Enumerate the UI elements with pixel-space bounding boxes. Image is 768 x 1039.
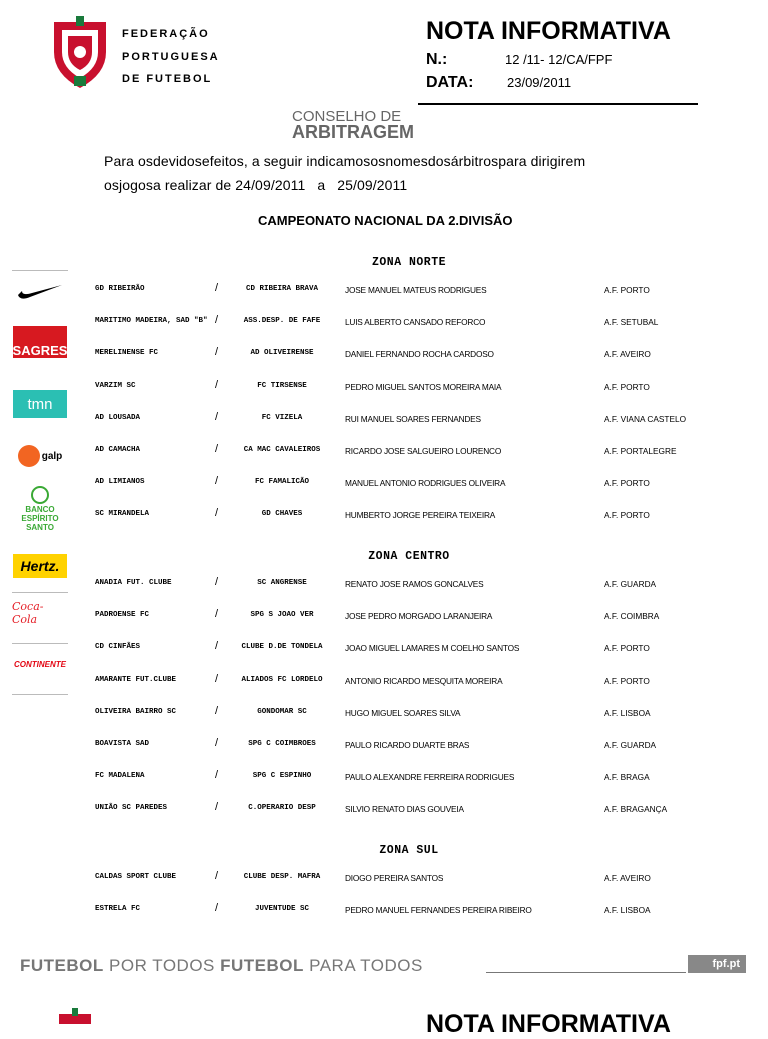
council-line1: CONSELHO DE <box>292 108 402 125</box>
match-separator: / <box>215 314 219 326</box>
match-row <box>0 675 768 697</box>
council-line2: ARBITRAGEM <box>292 122 414 142</box>
referee-name: RENATO JOSE RAMOS GONCALVES <box>345 579 484 589</box>
away-team: CLUBE DESP. MAFRA <box>243 873 321 881</box>
zone-heading: ZONA CENTRO <box>368 550 450 563</box>
federation-name-line2: PORTUGUESA <box>122 51 220 63</box>
zone-heading: ZONA NORTE <box>371 256 446 269</box>
away-team: ALIADOS FC LORDELO <box>241 676 323 684</box>
referee-association: A.F. PORTO <box>604 285 650 295</box>
match-row <box>0 413 768 435</box>
referee-name: HUMBERTO JORGE PEREIRA TEIXEIRA <box>345 510 496 520</box>
referee-association: A.F. LISBOA <box>604 905 651 915</box>
fpf-crest-icon <box>48 12 112 92</box>
referee-name: DANIEL FERNANDO ROCHA CARDOSO <box>345 349 494 359</box>
number-value: 12 /11- 12/CA/FPF <box>505 52 613 67</box>
referee-name: JOSE MANUEL MATEUS RODRIGUES <box>345 285 487 295</box>
away-team: GONDOMAR SC <box>257 708 307 716</box>
referee-name: SILVIO RENATO DIAS GOUVEIA <box>345 804 464 814</box>
next-page-crest <box>55 1008 95 1024</box>
match-row <box>0 739 768 761</box>
home-team: UNIÃO SC PAREDES <box>95 804 168 812</box>
referee-association: A.F. LISBOA <box>604 708 651 718</box>
footer-part4: PARA TODOS <box>303 956 423 975</box>
home-team: AD LIMIANOS <box>95 478 145 486</box>
match-separator: / <box>215 507 219 519</box>
match-row <box>0 872 768 894</box>
match-row <box>0 445 768 467</box>
away-team: CA MAC CAVALEIROS <box>243 446 321 454</box>
match-separator: / <box>215 801 219 813</box>
fpf-crest-icon <box>55 1008 95 1024</box>
referee-association: A.F. PORTO <box>604 676 650 686</box>
referee-association: A.F. SETUBAL <box>604 317 659 327</box>
tmn-logo: tmn <box>13 390 67 418</box>
referee-association: A.F. GUARDA <box>604 740 657 750</box>
referee-name: MANUEL ANTONIO RODRIGUES OLIVEIRA <box>345 478 506 488</box>
referee-name: PEDRO MANUEL FERNANDES PEREIRA RIBEIRO <box>345 905 532 915</box>
referee-association: A.F. GUARDA <box>604 579 657 589</box>
away-team: FC FAMALICÃO <box>254 478 309 486</box>
bes-line3: SANTO <box>26 523 54 532</box>
home-team: ESTRELA FC <box>95 905 141 913</box>
match-row <box>0 381 768 403</box>
away-team: SPG S JOAO VER <box>250 611 314 619</box>
referee-name: HUGO MIGUEL SOARES SILVA <box>345 708 461 718</box>
away-team: C.OPERARIO DESP <box>248 804 316 812</box>
home-team: GD RIBEIRÃO <box>95 285 145 293</box>
referee-association: A.F. PORTALEGRE <box>604 446 677 456</box>
home-team: AD CAMACHA <box>95 446 141 454</box>
referee-name: DIOGO PEREIRA SANTOS <box>345 873 444 883</box>
away-team: AD OLIVEIRENSE <box>250 349 314 357</box>
match-separator: / <box>215 475 219 487</box>
sagres-logo: SAGRES <box>13 326 67 358</box>
bes-line1: BANCO <box>25 505 55 514</box>
footer-part2: POR TODOS <box>103 956 221 975</box>
home-team: AMARANTE FUT.CLUBE <box>95 676 177 684</box>
home-team: MERELINENSE FC <box>95 349 159 357</box>
number-label: N.: <box>426 51 448 68</box>
referee-name: RUI MANUEL SOARES FERNANDES <box>345 414 481 424</box>
match-separator: / <box>215 443 219 455</box>
home-team: FC MADALENA <box>95 772 145 780</box>
footer-rule <box>486 972 686 973</box>
referee-association: A.F. VIANA CASTELO <box>604 414 687 424</box>
match-row <box>0 509 768 531</box>
match-separator: / <box>215 282 219 294</box>
match-row <box>0 904 768 926</box>
home-team: VARZIM SC <box>95 382 136 390</box>
away-team: JUVENTUDE SC <box>254 905 309 913</box>
match-separator: / <box>215 870 219 882</box>
federation-name-line1: FEDERAÇÃO <box>122 28 210 40</box>
away-team: SPG C ESPINHO <box>252 772 312 780</box>
match-separator: / <box>215 608 219 620</box>
match-row <box>0 284 768 306</box>
bes-line2: ESPÍRITO <box>21 514 59 523</box>
away-team: SPG C COIMBROES <box>248 740 316 748</box>
referee-association: A.F. BRAGA <box>604 772 650 782</box>
continente-logo: CONTINENTE <box>14 659 66 669</box>
match-separator: / <box>215 346 219 358</box>
referee-name: JOSE PEDRO MORGADO LARANJEIRA <box>345 611 493 621</box>
home-team: MARITIMO MADEIRA, SAD "B" <box>95 317 208 325</box>
home-team: PADROENSE FC <box>95 611 150 619</box>
coca-cola-logo: Coca-Cola <box>12 600 44 626</box>
footer-slogan <box>20 956 423 976</box>
away-team: GD CHAVES <box>261 510 303 518</box>
match-row <box>0 771 768 793</box>
match-row <box>0 348 768 370</box>
referee-name: PAULO ALEXANDRE FERREIRA RODRIGUES <box>345 772 515 782</box>
date-to: 25/09/2011 <box>337 177 408 193</box>
match-separator: / <box>215 379 219 391</box>
home-team: BOAVISTA SAD <box>95 740 150 748</box>
referee-association: A.F. PORTO <box>604 510 650 520</box>
fpf-logo <box>48 12 112 92</box>
referee-association: A.F. COIMBRA <box>604 611 660 621</box>
referee-association: A.F. PORTO <box>604 643 650 653</box>
referee-name: LUIS ALBERTO CANSADO REFORCO <box>345 317 486 327</box>
intro-text: osjogosa realizar de <box>104 177 232 193</box>
home-team: ANADIA FUT. CLUBE <box>95 579 172 587</box>
match-separator: / <box>215 737 219 749</box>
intro-connector: a <box>317 177 326 193</box>
match-row <box>0 477 768 499</box>
referee-name: RICARDO JOSE SALGUEIRO LOURENCO <box>345 446 502 456</box>
match-separator: / <box>215 640 219 652</box>
date-from: 24/09/2011 <box>235 177 306 193</box>
date-label: DATA: <box>426 74 474 91</box>
date-value: 23/09/2011 <box>507 75 572 90</box>
match-separator: / <box>215 673 219 685</box>
referee-association: A.F. AVEIRO <box>604 873 651 883</box>
home-team: CD CINFÃES <box>95 643 141 651</box>
match-row <box>0 803 768 825</box>
match-separator: / <box>215 902 219 914</box>
referee-association: A.F. PORTO <box>604 382 650 392</box>
intro-line1: Para osdevidosefeitos, a seguir indicamososnomesdosárbitrospara dirigirem <box>104 153 586 169</box>
footer-badge: fpf.pt <box>688 955 746 973</box>
referee-association: A.F. BRAGANÇA <box>604 804 668 814</box>
away-team: ASS.DESP. DE FAFE <box>243 317 321 325</box>
match-row <box>0 610 768 632</box>
match-row <box>0 707 768 729</box>
zone-heading: ZONA SUL <box>379 844 439 857</box>
championship-title: CAMPEONATO NACIONAL DA 2.DIVISÃO <box>258 213 513 228</box>
footer-part1: FUTEBOL <box>20 956 104 975</box>
referee-association: A.F. AVEIRO <box>604 349 651 359</box>
match-separator: / <box>215 705 219 717</box>
referee-name: PAULO RICARDO DUARTE BRAS <box>345 740 470 750</box>
away-team: FC TIRSENSE <box>257 382 307 390</box>
match-row <box>0 642 768 664</box>
home-team: CALDAS SPORT CLUBE <box>95 873 177 881</box>
referee-name: JOAO MIGUEL LAMARES M COELHO SANTOS <box>345 643 520 653</box>
home-team: OLIVEIRA BAIRRO SC <box>95 708 177 716</box>
match-separator: / <box>215 411 219 423</box>
match-separator: / <box>215 576 219 588</box>
away-team: FC VIZELA <box>261 414 303 422</box>
hertz-logo: Hertz. <box>13 554 67 578</box>
header-divider <box>418 103 698 105</box>
next-page-title: NOTA INFORMATIVA <box>426 1010 671 1038</box>
page-title: NOTA INFORMATIVA <box>426 17 671 45</box>
home-team: SC MIRANDELA <box>95 510 150 518</box>
home-team: AD LOUSADA <box>95 414 141 422</box>
referee-name: PEDRO MIGUEL SANTOS MOREIRA MAIA <box>345 382 502 392</box>
match-row <box>0 316 768 338</box>
match-row <box>0 578 768 600</box>
referee-association: A.F. PORTO <box>604 478 650 488</box>
away-team: CD RIBEIRA BRAVA <box>245 285 318 293</box>
intro-line2 <box>104 177 407 193</box>
away-team: CLUBE D.DE TONDELA <box>241 643 323 651</box>
galp-label: galp <box>41 450 63 462</box>
footer-part3: FUTEBOL <box>220 956 304 975</box>
referee-name: ANTONIO RICARDO MESQUITA MOREIRA <box>345 676 503 686</box>
away-team: SC ANGRENSE <box>257 579 307 587</box>
match-separator: / <box>215 769 219 781</box>
federation-name-line3: DE FUTEBOL <box>122 73 213 85</box>
